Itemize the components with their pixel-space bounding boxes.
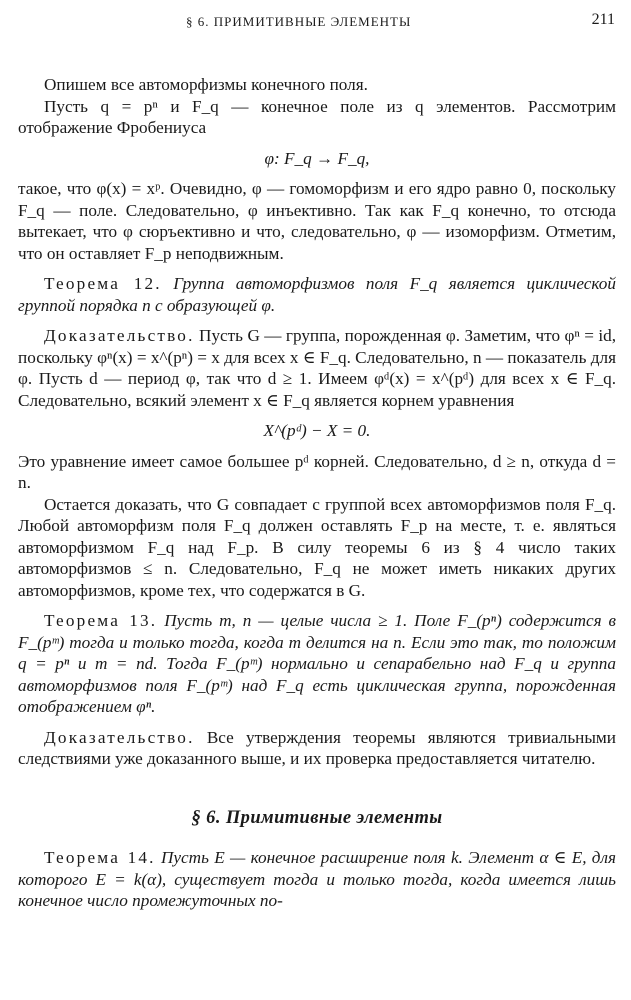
page-number: 211 bbox=[591, 11, 615, 28]
theorem-12 bbox=[18, 273, 616, 316]
equation-roots: X^(pᵈ) − X = 0. bbox=[263, 421, 371, 440]
proof-label-2: Доказательство. bbox=[44, 727, 195, 747]
running-head-title: § 6. ПРИМИТИВНЫЕ ЭЛЕМЕНТЫ bbox=[186, 14, 412, 29]
proof-12-text: Пусть G — группа, порожденная φ. Заметим, что φⁿ = id, поскольку φⁿ(x) = x^(pⁿ) = x для всех x ∈ F_q. Следовательно, n — показатель для φ. Пусть d — период φ, так что d ≥ 1. Имеем φᵈ(x) = x^(pᵈ) для всех x ∈ F_q. Следовательно, всякий элемент x ∈ F_q является корнем уравнения bbox=[18, 326, 617, 410]
page-body bbox=[18, 74, 616, 912]
theorem-13-label: Теорема 13. bbox=[44, 611, 158, 630]
equation-frobenius-map: φ: F_q → F_q, bbox=[264, 148, 370, 168]
theorem-13 bbox=[18, 610, 616, 718]
section-heading: § 6. Примитивные элементы bbox=[191, 807, 443, 828]
paragraph-injective: такое, что φ(x) = xᵖ. Очевидно, φ — гомоморфизм и его ядро равно 0, поскольку F_q — поле. Следовательно, φ инъективно. Так как F_q конечно, то отсюда вытекает, что φ сюръективно и что, следовательно, φ — изоморфизм. Отметим, что он оставляет F_p неподвижным. bbox=[18, 179, 616, 263]
proof-theorem-12 bbox=[18, 325, 616, 411]
theorem-14 bbox=[18, 847, 616, 912]
proof-13-text: Все утверждения теоремы являются тривиальными следствиями уже доказанного выше, и их проверка предоставляется читателю. bbox=[18, 727, 616, 768]
paragraph-intro: Опишем все автоморфизмы конечного поля. bbox=[44, 75, 368, 94]
theorem-12-label: Теорема 12. bbox=[44, 274, 162, 293]
theorem-12-text: Группа автоморфизмов поля F_q является циклической группой порядка n с образующей φ. bbox=[18, 274, 616, 315]
running-head bbox=[0, 8, 631, 36]
theorem-14-label: Теорема 14. bbox=[44, 848, 156, 867]
theorem-14-text: Пусть E — конечное расширение поля k. Элемент α ∈ E, для которого E = k(α), существует тогда и только тогда, когда имеется лишь конечное число промежуточных по- bbox=[18, 848, 616, 910]
theorem-13-text: Пусть m, n — целые числа ≥ 1. Поле F_(pⁿ) содержится в F_(pᵐ) тогда и только тогда, когда m делится на n. Если это так, то положим q = pⁿ и m = nd. Тогда F_(pᵐ) нормально и сепарабельно над F_q и группа автоморфизмов поля F_(pᵐ) над F_q есть циклическая группа, порожденная отображением φⁿ. bbox=[18, 611, 616, 716]
paragraph-roots-count: Это уравнение имеет самое большее pᵈ корней. Следовательно, d ≥ n, откуда d = n. bbox=[18, 451, 616, 492]
paragraph-frobenius: Пусть q = pⁿ и F_q — конечное поле из q элементов. Рассмотрим отображение Фробениуса bbox=[18, 96, 616, 137]
paragraph-automorphisms: Остается доказать, что G совпадает с группой всех автоморфизмов поля F_q. Любой автоморфизм поля F_q должен оставлять F_p на месте, т. е. являться автоморфизмом F_q над F_p. В силу теоремы 6 из § 4 число таких автоморфизмов ≤ n. Следовательно, F_q не может иметь никаких других автоморфизмов, кроме тех, что содержатся в G. bbox=[18, 494, 616, 600]
proof-theorem-13 bbox=[18, 727, 616, 770]
proof-label: Доказательство. bbox=[44, 326, 195, 345]
